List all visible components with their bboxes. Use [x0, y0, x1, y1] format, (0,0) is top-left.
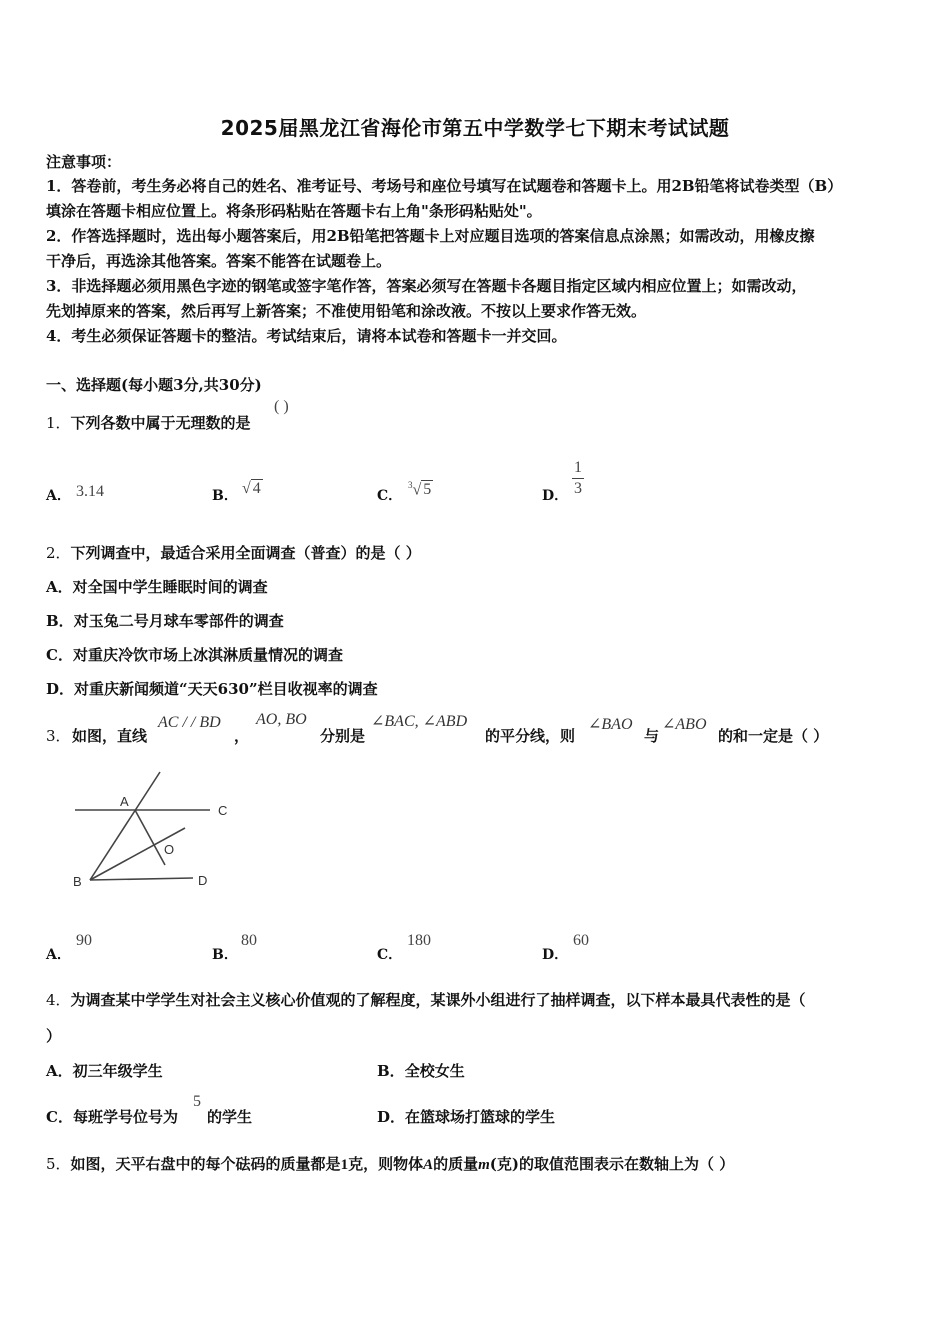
q3-math-1: AC / / BD: [158, 714, 221, 731]
q4-option-c-text: 每班学号位号为: [72, 1108, 178, 1126]
q1-answer-paren: ( ): [274, 398, 289, 415]
q4-option-b: [377, 1059, 465, 1083]
q4-option-d-label: D．: [377, 1108, 406, 1126]
q3-option-c-label: C．: [377, 947, 403, 963]
q1-option-c-radicand: 5: [423, 481, 432, 499]
q2-option-c-text: 对重庆冷饮市场上冰淇淋质量情况的调查: [72, 646, 343, 664]
line-ao: [135, 810, 165, 865]
cube-root-symbol: √: [412, 481, 422, 499]
q2-text: 下列调查中，最适合采用全面调查（普查）的是（ ）: [70, 544, 421, 562]
q3-text-2: ，: [234, 727, 250, 745]
q4-text: 为调查某中学学生对社会主义核心价值观的了解程度，某课外小组进行了抽样调查，以下样本最具代表性的是（: [70, 991, 806, 1009]
q2-option-b-text: 对玉兔二号月球车零部件的调查: [73, 612, 284, 630]
point-a-label: A: [120, 794, 129, 809]
page-title: 2025届黑龙江省海伦市第五中学数学七下期末考试试题: [220, 116, 730, 140]
q5-text-2: ，则物体: [363, 1155, 424, 1173]
q3-figure: [60, 760, 250, 900]
point-b-label: B: [73, 874, 82, 889]
q2-option-b: [46, 609, 284, 633]
q4-option-c-label: C．: [46, 1108, 73, 1126]
q1-stem: [46, 411, 251, 435]
q3-option-a-label: A．: [46, 947, 71, 963]
q5-stem: [46, 1152, 734, 1177]
q1-option-b-radicand: 4: [252, 480, 261, 497]
q4-option-c-value: 5: [193, 1093, 201, 1110]
notice-line-6: 先划掉原来的答案，然后再写上新答案；不准使用铅笔和涂改液。不按以上要求作答无效。: [46, 302, 647, 320]
section-heading: 一、选择题(每小题3分,共30分): [46, 376, 262, 394]
fraction-denominator: 3: [574, 480, 582, 497]
q1-text: 下列各数中属于无理数的是: [70, 414, 251, 432]
q2-option-a-text: 对全国中学生睡眠时间的调查: [72, 578, 268, 596]
notice-line-2: 填涂在答题卡相应位置上。将条形码粘贴在答题卡右上角"条形码粘贴处"。: [46, 202, 542, 220]
q4-option-d-text: 在篮球场打篮球的学生: [405, 1108, 556, 1126]
q1-option-b-value: [242, 480, 263, 498]
q4-option-a: [46, 1059, 163, 1083]
point-c-label: C: [218, 803, 228, 818]
q5-text-3: 的质量: [433, 1155, 479, 1173]
q4-text-cont: ）: [46, 1027, 62, 1045]
line-ab: [90, 772, 160, 880]
q2-option-c: [46, 643, 343, 667]
point-d-label: D: [198, 873, 208, 888]
q3-option-d-label: D．: [542, 947, 569, 963]
q2-option-a-label: A．: [46, 578, 73, 596]
q4-option-c-text-after: 的学生: [207, 1108, 253, 1126]
q1-option-a-value: 3.14: [76, 483, 104, 500]
q1-option-d-label: D．: [542, 488, 569, 504]
q2-option-b-label: B．: [46, 612, 74, 630]
q3-math-3: ∠BAC, ∠ABD: [371, 713, 468, 730]
q1-option-c-index: 3: [408, 480, 413, 490]
q2-stem: [46, 541, 421, 565]
point-o-label: O: [164, 842, 175, 857]
q1-option-d-fraction: [572, 458, 584, 499]
q2-option-d-label: D．: [46, 680, 75, 698]
q3-text-1: 如图，直线: [72, 727, 148, 745]
q3-option-a-value: 90: [76, 932, 92, 949]
q1-option-b-label: B．: [212, 488, 238, 504]
notice-line-1: 1．答卷前，考生务必将自己的姓名、准考证号、考场号和座位号填写在试题卷和答题卡上。用2B铅笔将试卷类型（B）: [46, 177, 843, 195]
q1-option-c-label: C．: [377, 488, 403, 504]
q3-text-6: 的和一定是（ ）: [718, 727, 829, 745]
q1-number: 1．: [46, 414, 71, 432]
q5-number: 5．: [46, 1155, 71, 1173]
q1-option-c-value: [408, 480, 433, 499]
q4-number: 4．: [46, 991, 71, 1009]
q4-option-a-text: 初三年级学生: [72, 1062, 163, 1080]
notice-heading: 注意事项：: [46, 153, 122, 171]
q4-option-b-text: 全校女生: [404, 1062, 465, 1080]
q5-italic-a: A: [423, 1157, 434, 1173]
q4-option-b-label: B．: [377, 1062, 405, 1080]
q2-option-d-text: 对重庆新闻频道“天天630”栏目收视率的调查: [74, 680, 378, 698]
q2-option-c-label: C．: [46, 646, 73, 664]
q2-option-d: [46, 677, 378, 701]
q3-option-d-value: 60: [573, 932, 589, 949]
q5-text-1: 如图，天平右盘中的每个砝码的质量都是: [70, 1155, 341, 1173]
q3-math-4: ∠BAO: [588, 716, 633, 733]
q4-stem: [46, 988, 806, 1012]
fraction-numerator: 1: [572, 458, 584, 479]
q5-text-4: (克)的取值范围表示在数轴上为（ ）: [489, 1155, 735, 1173]
q3-text-5: 与: [644, 727, 660, 745]
q5-bold-1: 1克: [340, 1157, 364, 1173]
q5-italic-m: m: [478, 1157, 490, 1173]
q3-option-b-label: B．: [212, 947, 238, 963]
q1-option-a-label: A．: [46, 488, 71, 504]
notice-line-7: 4．考生必须保证答题卡的整洁。考试结束后，请将本试卷和答题卡一并交回。: [46, 327, 567, 345]
q3-math-2: AO, BO: [256, 711, 307, 728]
q3-math-5: ∠ABO: [662, 716, 707, 733]
notice-line-3: 2．作答选择题时，选出每小题答案后，用2B铅笔把答题卡上对应题目选项的答案信息点涂黑；如需改动，用橡皮擦: [46, 227, 815, 245]
q3-text-4: 的平分线，则: [485, 727, 576, 745]
sqrt-symbol: √: [242, 480, 251, 497]
q2-number: 2．: [46, 544, 71, 562]
q4-option-c: [46, 1105, 178, 1129]
q3-option-c-value: 180: [407, 932, 431, 949]
line-bd: [90, 878, 193, 880]
q3-number: 3．: [46, 727, 71, 745]
q4-option-d: [377, 1105, 555, 1129]
q3-option-b-value: 80: [241, 932, 257, 949]
notice-line-5: 3．非选择题必须用黑色字迹的钢笔或签字笔作答，答案必须写在答题卡各题目指定区域内相应位置上；如需改动，: [46, 277, 807, 295]
q4-option-a-label: A．: [46, 1062, 73, 1080]
q3-text-3: 分别是: [320, 727, 366, 745]
q2-option-a: [46, 575, 268, 599]
notice-line-4: 干净后，再选涂其他答案。答案不能答在试题卷上。: [46, 252, 392, 270]
